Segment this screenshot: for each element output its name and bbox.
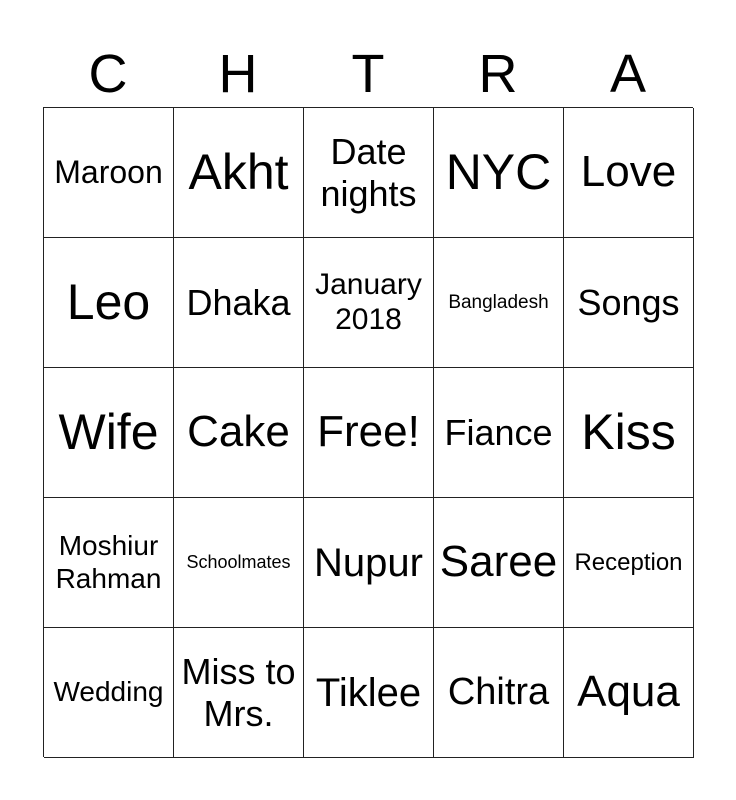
header-letter-r: R (478, 44, 518, 104)
bingo-cell[interactable]: Miss to Mrs. (174, 628, 304, 758)
bingo-cell[interactable]: Moshiur Rahman (44, 498, 174, 628)
bingo-cell[interactable]: Date nights (304, 108, 434, 238)
bingo-cell free-space[interactable]: Free! (304, 368, 434, 498)
header-letter-t: T (351, 44, 385, 104)
bingo-board (43, 107, 693, 757)
bingo-cell[interactable]: NYC (434, 108, 564, 238)
bingo-cell[interactable]: Songs (564, 238, 694, 368)
bingo-cell[interactable]: Love (564, 108, 694, 238)
bingo-cell[interactable]: Kiss (564, 368, 694, 498)
header-letter-h: H (218, 44, 258, 104)
bingo-cell[interactable]: Dhaka (174, 238, 304, 368)
bingo-header (43, 40, 693, 108)
bingo-cell[interactable]: Maroon (44, 108, 174, 238)
bingo-cell[interactable]: Fiance (434, 368, 564, 498)
bingo-cell[interactable]: Leo (44, 238, 174, 368)
bingo-cell[interactable]: Reception (564, 498, 694, 628)
bingo-cell[interactable]: Schoolmates (174, 498, 304, 628)
bingo-cell[interactable]: Wedding (44, 628, 174, 758)
bingo-cell[interactable]: Chitra (434, 628, 564, 758)
bingo-cell[interactable]: Tiklee (304, 628, 434, 758)
bingo-cell[interactable]: Nupur (304, 498, 434, 628)
header-letter-c: C (88, 44, 128, 104)
bingo-cell[interactable]: Akht (174, 108, 304, 238)
bingo-cell[interactable]: Wife (44, 368, 174, 498)
header-letter-a: A (609, 44, 647, 104)
bingo-cell[interactable]: Cake (174, 368, 304, 498)
bingo-cell[interactable]: Aqua (564, 628, 694, 758)
bingo-cell[interactable]: Saree (434, 498, 564, 628)
bingo-cell[interactable]: Bangladesh (434, 238, 564, 368)
bingo-cell[interactable]: January 2018 (304, 238, 434, 368)
